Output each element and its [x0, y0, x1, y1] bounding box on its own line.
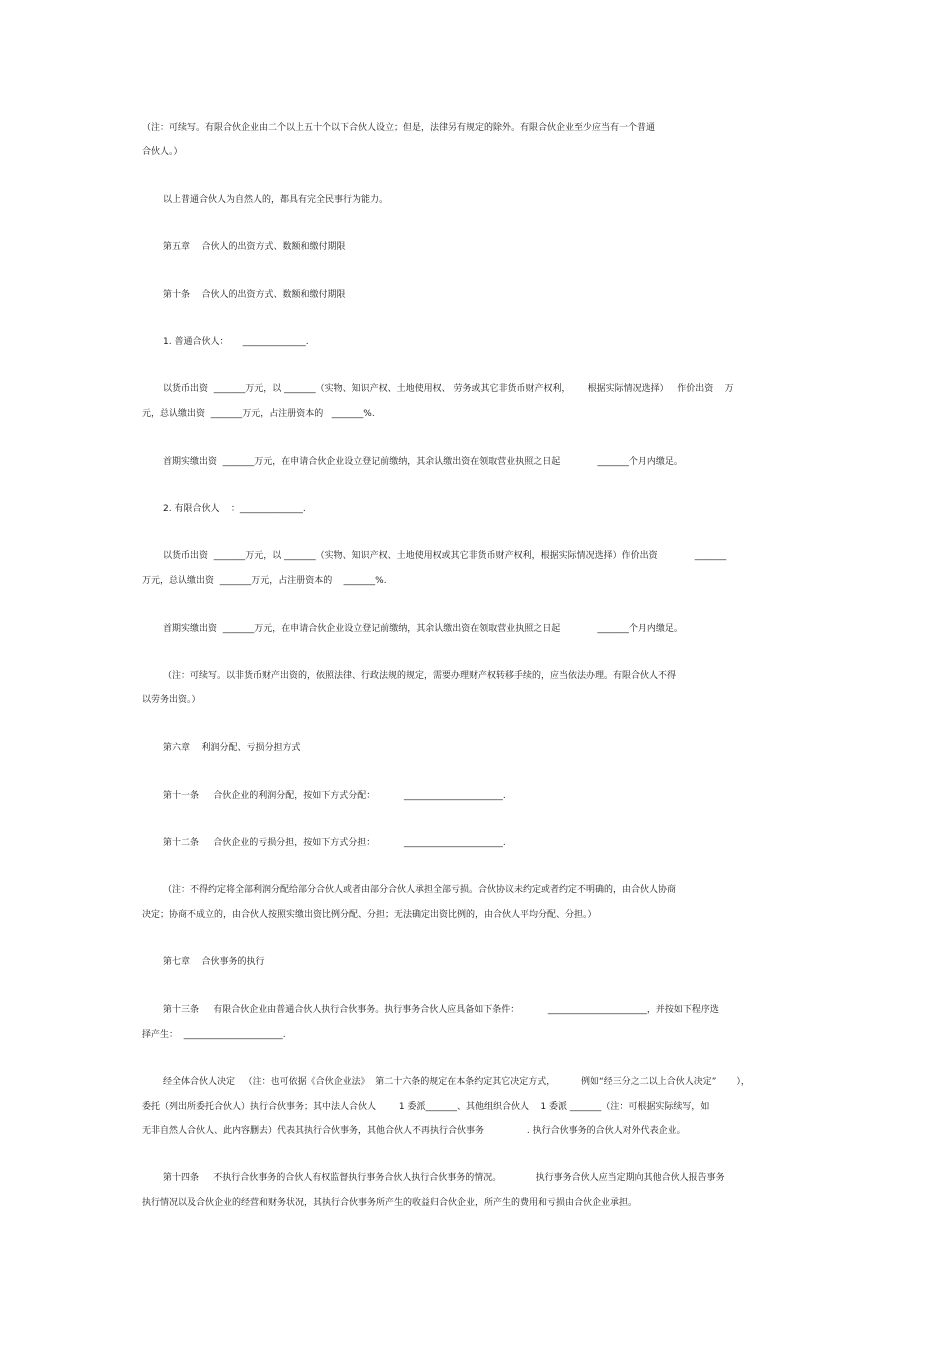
paragraph: 经全体合伙人决定 （注：也可依据《合伙企业法》 第二十六条的规定在本条约定其它决定方式， 例如“经三分之二以上合伙人决定” ），: [163, 1077, 750, 1087]
paragraph: 无非自然人合伙人、此内容删去）代表其执行合伙事务，其他合伙人不再执行合伙事务 . 执行合伙事务的合伙人对外代表企业。: [142, 1126, 686, 1136]
paragraph: 以货币出资 _______万元，以 _______（实物、知识产权、土地使用权或其它非货币财产权利，根据实际情况选择）作价出资 _______: [163, 551, 727, 561]
list-item: 1. 普通合伙人： ______________.: [163, 337, 309, 347]
article-line: 择产生： ______________________.: [142, 1030, 286, 1040]
note-line: 以劳务出资。）: [142, 695, 201, 705]
paragraph: 首期实缴出资 _______万元，在申请合伙企业设立登记前缴纳，其余认缴出资在领取营业执照之日起 _______个月内缴足。: [163, 624, 683, 634]
note-line: 决定；协商不成立的，由合伙人按照实缴出资比例分配、分担；无法确定出资比例的，由合伙人平均分配、分担。）: [142, 910, 597, 920]
paragraph: 以货币出资 _______万元，以 _______（实物、知识产权、土地使用权、 劳务或其它非货币财产权利， 根据实际情况选择） 作价出资 万: [163, 384, 734, 394]
note-line: 合伙人。）: [142, 147, 183, 157]
article-line: 第十二条 合伙企业的亏损分担，按如下方式分担： ______________________.: [163, 838, 506, 848]
note-line: （注：不得约定将全部利润分配给部分合伙人或者由部分合伙人承担全部亏损。合伙协议未约定或者约定不明确的，由合伙人协商: [163, 885, 677, 895]
chapter-heading: 第七章 合伙事务的执行: [163, 957, 265, 967]
note-line: （注：可续写。有限合伙企业由二个以上五十个以下合伙人设立；但是，法律另有规定的除外。有限合伙企业至少应当有一个普通: [142, 123, 656, 133]
article-line: 第十三条 有限合伙企业由普通合伙人执行合伙事务。执行事务合伙人应具备如下条件： ______________________，并按如下程序选: [163, 1005, 719, 1015]
paragraph: 以上普通合伙人为自然人的，都具有完全民事行为能力。: [163, 195, 389, 205]
note-line: （注：可续写。以非货币财产出资的，依照法律、行政法规的规定，需要办理财产权转移手续的，应当依法办理。有限合伙人不得: [163, 671, 677, 681]
chapter-heading: 第六章 利润分配、亏损分担方式: [163, 743, 301, 753]
article-line: 执行情况以及合伙企业的经营和财务状况，其执行合伙事务所产生的收益归合伙企业，所产生的费用和亏损由合伙企业承担。: [142, 1198, 638, 1208]
list-item: 2. 有限合伙人 ：______________.: [163, 504, 306, 514]
article-heading: 第十条 合伙人的出资方式、数额和缴付期限: [163, 290, 346, 300]
paragraph: 元，总认缴出资 _______万元，占注册资本的 _______%.: [142, 409, 375, 419]
paragraph: 委托（列出所委托合伙人）执行合伙事务；其中法人合伙人 1 委派_______、其他组织合伙人 1 委派 _______（注：可根据实际续写，如: [142, 1102, 710, 1112]
article-line: 第十四条 不执行合伙事务的合伙人有权监督执行事务合伙人执行合伙事务的情况。 执行事务合伙人应当定期向其他合伙人报告事务: [163, 1173, 725, 1183]
chapter-heading: 第五章 合伙人的出资方式、数额和缴付期限: [163, 242, 346, 252]
paragraph: 首期实缴出资 _______万元，在申请合伙企业设立登记前缴纳，其余认缴出资在领取营业执照之日起 _______个月内缴足。: [163, 457, 683, 467]
article-line: 第十一条 合伙企业的利润分配，按如下方式分配： ______________________.: [163, 791, 506, 801]
paragraph: 万元，总认缴出资 _______万元，占注册资本的 _______%.: [142, 576, 387, 586]
